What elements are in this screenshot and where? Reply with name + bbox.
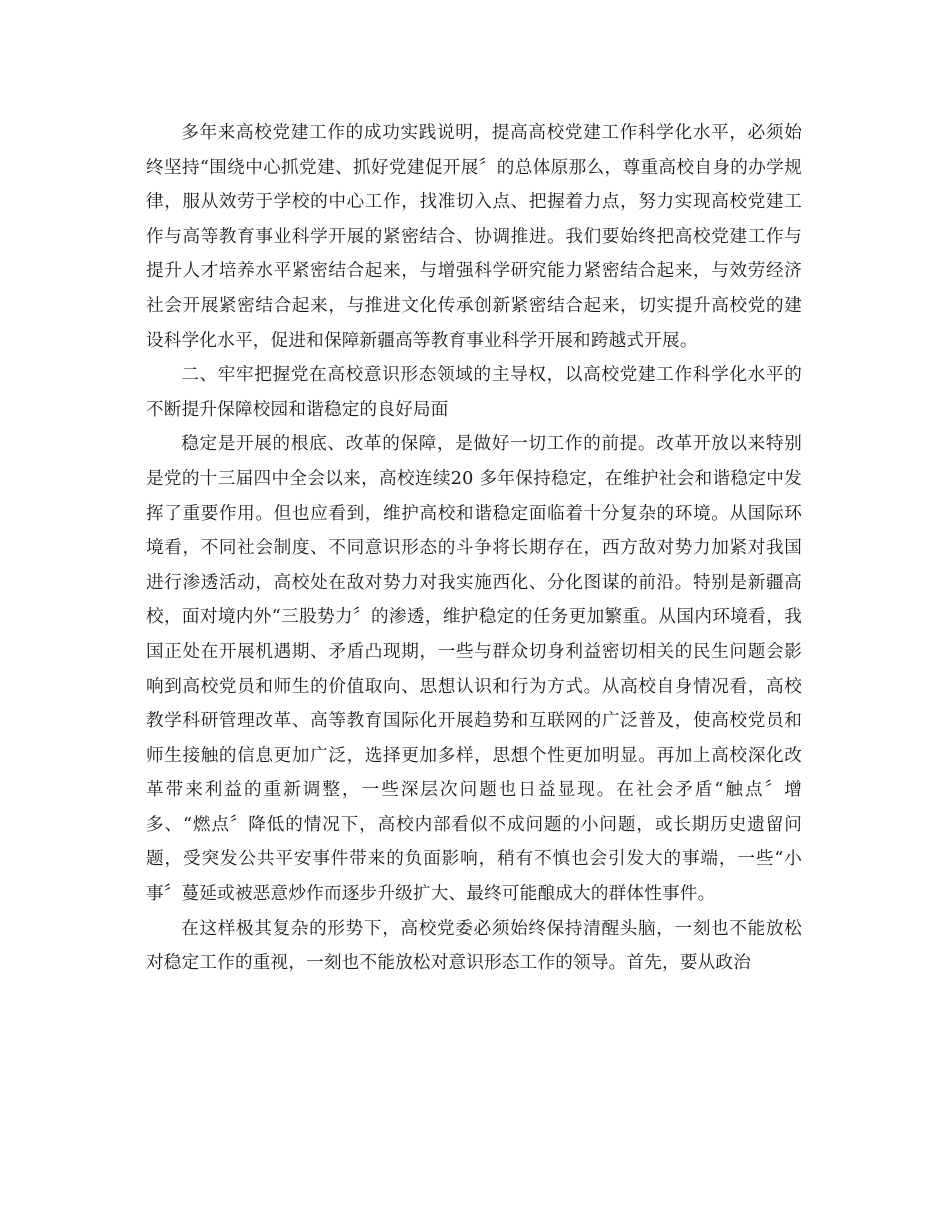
- paragraph-2: 稳定是开展的根底、改革的保障，是做好一切工作的前提。改革开放以来特别是党的十三届四中全会以来，高校连续20 多年保持稳定，在维护社会和谐稳定中发挥了重要作用。但也应看到，维护高校和谐稳定面临着十分复杂的环境。从国际环境看，不同社会制度、不同意识形态的斗争将长期存在，西方敌对势力加紧对我国进行渗透活动，高校处在敌对势力对我实施西化、分化图谋的前沿。特别是新疆高校，面对境内外“三股势力〞的渗透，维护稳定的任务更加繁重。从国内环境看，我国正处在开展机遇期、矛盾凸现期，一些与群众切身利益密切相关的民生问题会影响到高校党员和师生的价值取向、思想认识和行为方式。从高校自身情况看，高校教学科研管理改革、高等教育国际化开展趋势和互联网的广泛普及，使高校党员和师生接触的信息更加广泛，选择更加多样，思想个性更加明显。再加上高校深化改革带来利益的重新调整，一些深层次问题也日益显现。在社会矛盾“触点〞增多、“燃点〞降低的情况下，高校内部看似不成问题的小问题，或长期历史遗留问题，受突发公共平安事件带来的负面影响，稍有不慎也会引发大的事端，一些“小事〞蔓延或被恶意炒作而逐步升级扩大、最终可能酿成大的群体性事件。: [146, 434, 802, 905]
- paragraph-3: 在这样极其复杂的形势下，高校党委必须始终保持清醒头脑，一刻也不能放松对稳定工作的重视，一刻也不能放松对意识形态工作的领导。首先，要从政治: [146, 918, 802, 974]
- paragraph-1: 多年来高校党建工作的成功实践说明，提高高校党建工作科学化水平，必须始终坚持“围绕中心抓党建、抓好党建促开展〞的总体原那么，尊重高校自身的办学规律，服从效劳于学校的中心工作，找准切入点、把握着力点，努力实现高校党建工作与高等教育事业科学开展的紧密结合、协调推进。我们要始终把高校党建工作与提升人才培养水平紧密结合起来，与增强科学研究能力紧密结合起来，与效劳经济社会开展紧密结合起来，与推进文化传承创新紧密结合起来，切实提升高校党的建设科学化水平，促进和保障新疆高等教育事业科学开展和跨越式开展。: [146, 123, 802, 351]
- section-heading-2: 二、牢牢把握党在高校意识形态领域的主导权，以高校党建工作科学化水平的不断提升保障校园和谐稳定的良好局面: [146, 365, 802, 420]
- document-body: [146, 116, 802, 981]
